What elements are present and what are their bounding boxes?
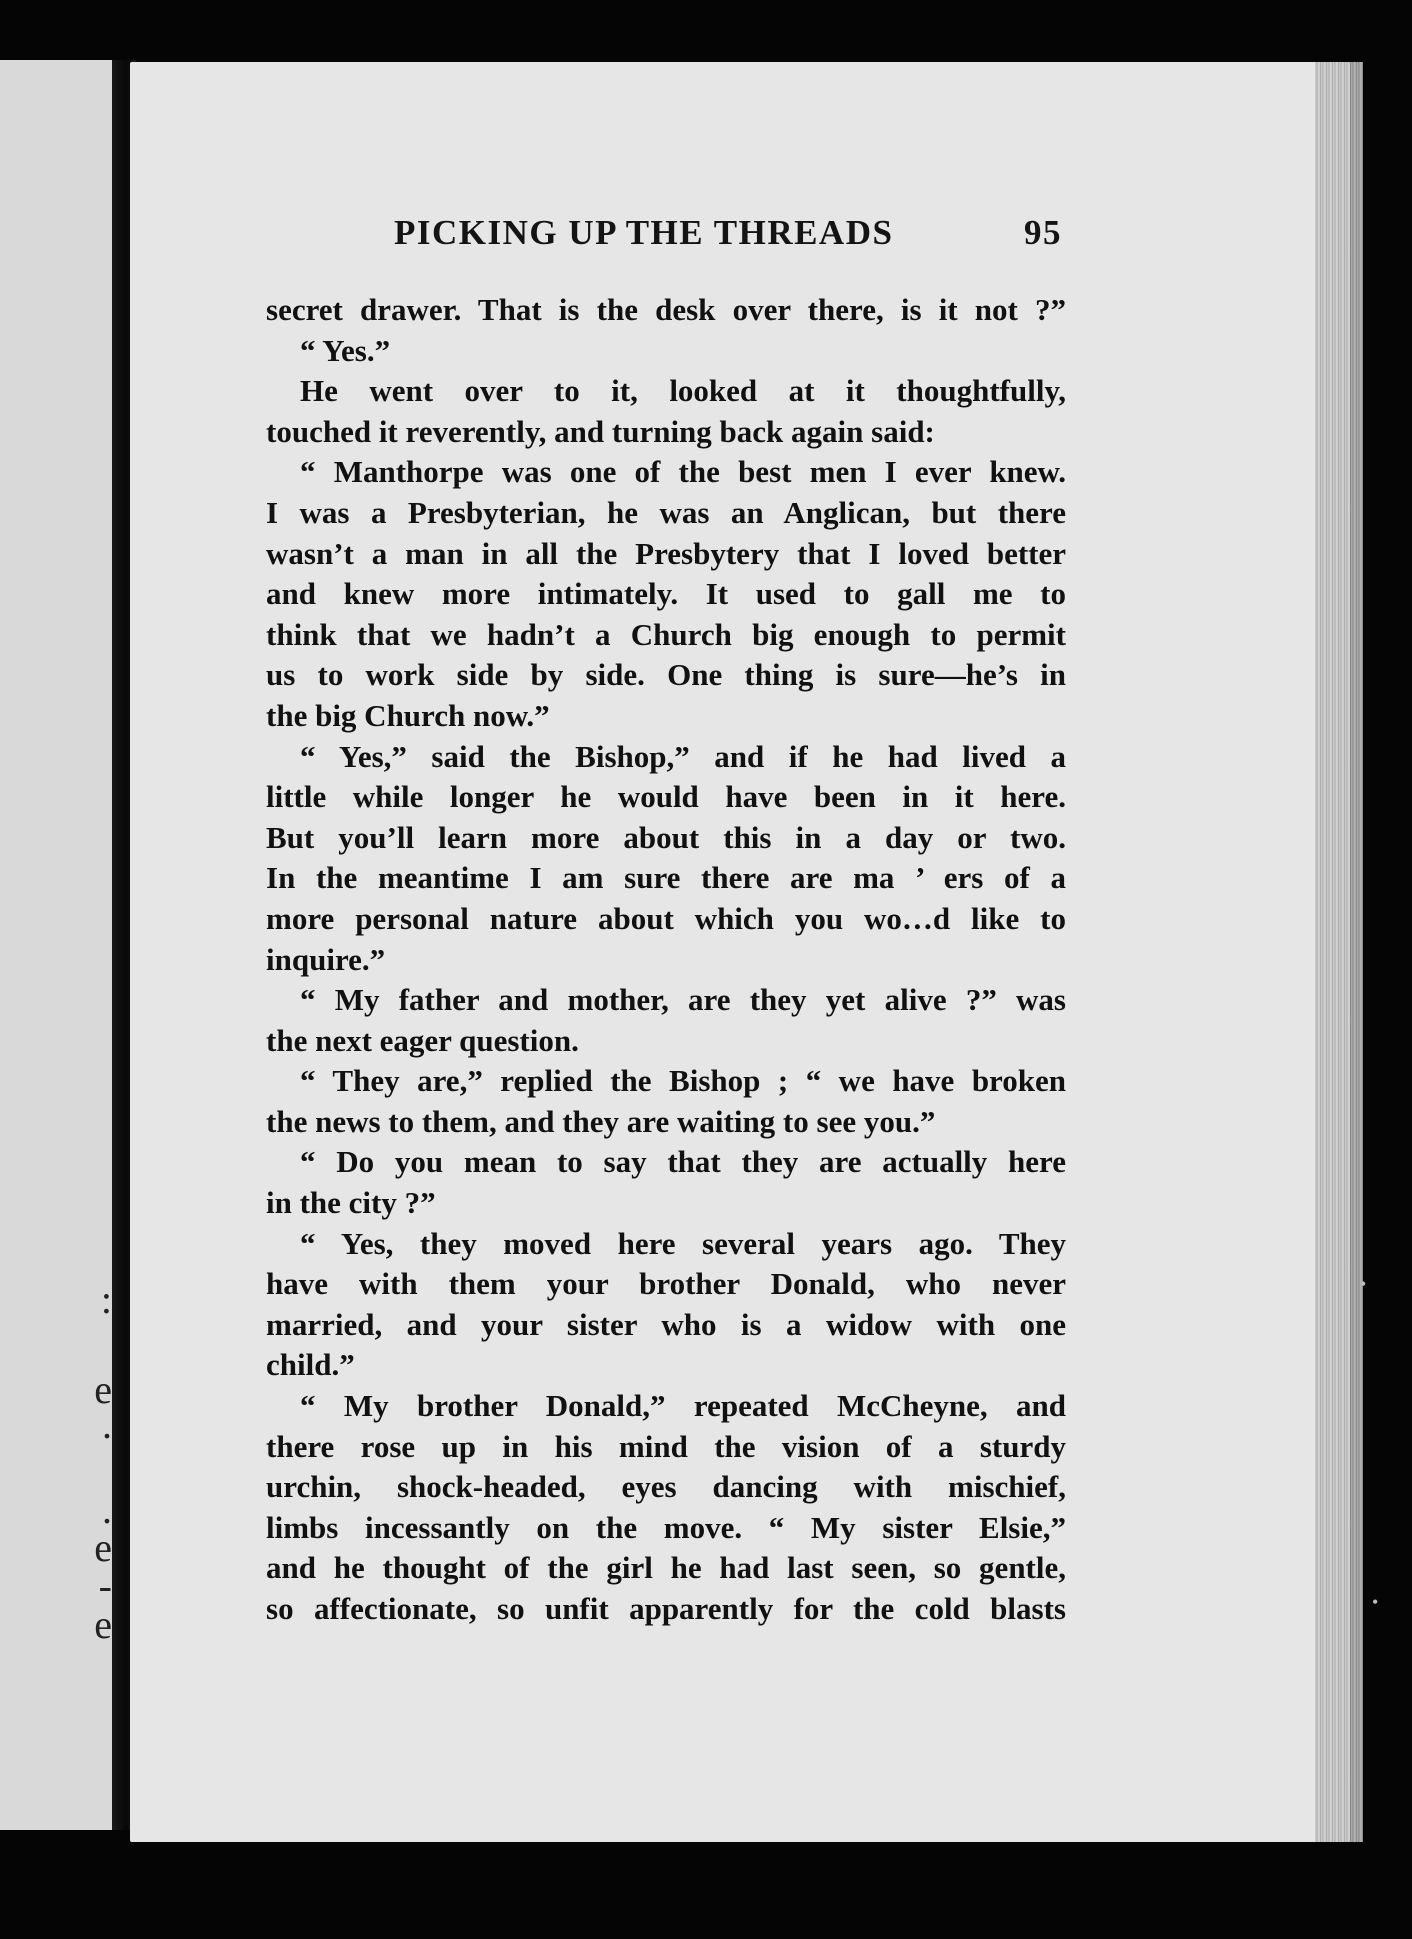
- left-page-sliver: [0, 60, 118, 1830]
- text-line: “ Yes.”: [300, 332, 391, 368]
- scan-speck: •: [1372, 1592, 1379, 1612]
- text-line: and knew more intimately. It used to gall me to: [266, 576, 1066, 612]
- text-line: child.”: [266, 1347, 355, 1383]
- text-line: “ Do you mean to say that they are actually here: [300, 1144, 1066, 1180]
- text-line: I was a Presbyterian, he was an Anglican, but there: [266, 494, 1066, 530]
- text-line: the news to them, and they are waiting to see you.”: [266, 1103, 936, 1139]
- text-line: “ Manthorpe was one of the best men I ever knew.: [300, 454, 1066, 490]
- page-edge-stack: [1315, 62, 1363, 1842]
- text-line: inquire.”: [266, 941, 386, 977]
- text-line: wasn’t a man in all the Presbytery that I loved better: [266, 535, 1066, 571]
- left-margin-char: e: [94, 1525, 112, 1570]
- text-line: “ My brother Donald,” repeated McCheyne, and: [300, 1388, 1066, 1424]
- text-line: touched it reverently, and turning back again said:: [266, 413, 935, 449]
- text-line: there rose up in his mind the vision of a sturdy: [266, 1428, 1066, 1464]
- running-head-title: PICKING UP THE THREADS: [394, 213, 894, 252]
- running-head: [268, 213, 1068, 263]
- text-line: “ Yes, they moved here several years ago. They: [300, 1225, 1066, 1261]
- text-line: In the meantime I am sure there are ma ’ ers of a: [266, 860, 1066, 896]
- body-text: [266, 290, 1066, 1630]
- text-line: “ Yes,” said the Bishop,” and if he had lived a: [300, 738, 1066, 774]
- text-line: He went over to it, looked at it thoughtfully,: [300, 373, 1066, 409]
- text-line: and he thought of the girl he had last seen, so gentle,: [266, 1550, 1066, 1586]
- text-line: the big Church now.”: [266, 697, 550, 733]
- text-line: married, and your sister who is a widow with one: [266, 1306, 1066, 1342]
- text-line: think that we hadn’t a Church big enough to permit: [266, 616, 1066, 652]
- text-line: limbs incessantly on the move. “ My sister Elsie,”: [266, 1509, 1066, 1545]
- text-line: more personal nature about which you wo…d like to: [266, 900, 1066, 936]
- text-line: “ They are,” replied the Bishop ; “ we have broken: [300, 1063, 1066, 1099]
- text-line: urchin, shock-headed, eyes dancing with mischief,: [266, 1469, 1066, 1505]
- text-line: secret drawer. That is the desk over there, is it not ?”: [266, 292, 1066, 327]
- text-line: “ My father and mother, are they yet alive ?” was: [300, 982, 1066, 1018]
- left-margin-char: :: [100, 1277, 112, 1322]
- text-line: have with them your brother Donald, who never: [266, 1266, 1066, 1302]
- text-line: the next eager question.: [266, 1022, 579, 1058]
- scan-speck: •: [1360, 1274, 1367, 1294]
- left-margin-char: .: [102, 1402, 112, 1447]
- text-line: so affectionate, so unfit apparently for the cold blasts: [266, 1591, 1066, 1626]
- text-line: us to work side by side. One thing is sure—he’s in: [266, 657, 1066, 693]
- left-margin-char: -: [98, 1563, 112, 1608]
- left-margin-char: e: [94, 1367, 112, 1412]
- left-margin-char: .: [102, 1487, 112, 1532]
- text-line: in the city ?”: [266, 1185, 436, 1221]
- text-line: But you’ll learn more about this in a day or two.: [266, 819, 1066, 855]
- left-margin-char: e: [94, 1602, 112, 1647]
- text-line: little while longer he would have been in it here.: [266, 779, 1066, 815]
- page-number: 95: [1024, 213, 1062, 252]
